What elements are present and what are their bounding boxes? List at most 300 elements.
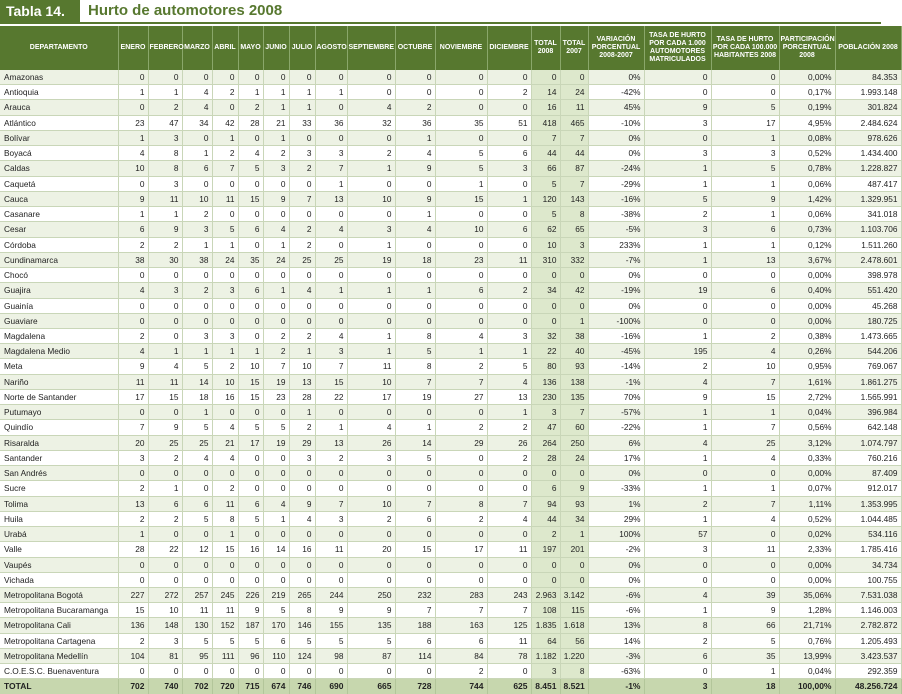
value-cell: 0: [182, 268, 212, 283]
value-cell: 51: [487, 115, 531, 130]
value-cell: 62: [531, 222, 560, 237]
value-cell: 0,76%: [779, 633, 835, 648]
value-cell: 2: [182, 207, 212, 222]
value-cell: 5: [238, 511, 263, 526]
table-row: [0, 557, 901, 572]
value-cell: 0: [347, 527, 395, 542]
value-cell: 4: [263, 222, 289, 237]
value-cell: 0,00%: [779, 466, 835, 481]
value-cell: 272: [148, 587, 182, 602]
value-cell: 1: [263, 511, 289, 526]
value-cell: 2: [118, 481, 148, 496]
value-cell: 0: [435, 85, 487, 100]
value-cell: 1: [711, 481, 779, 496]
value-cell: 17: [238, 435, 263, 450]
value-cell: 13: [711, 252, 779, 267]
value-cell: 2.484.624: [835, 115, 901, 130]
value-cell: 0: [435, 450, 487, 465]
value-cell: 3.423.537: [835, 648, 901, 663]
value-cell: 3: [711, 146, 779, 161]
value-cell: 84.353: [835, 70, 901, 85]
value-cell: 0,08%: [779, 130, 835, 145]
value-cell: 3: [289, 450, 315, 465]
value-cell: 42: [560, 283, 588, 298]
value-cell: 1: [347, 161, 395, 176]
value-cell: 7: [315, 161, 347, 176]
table-row: [0, 268, 901, 283]
value-cell: 0: [118, 557, 148, 572]
value-cell: 3: [487, 161, 531, 176]
value-cell: 3: [560, 237, 588, 252]
value-cell: 14: [182, 374, 212, 389]
value-cell: 24: [560, 450, 588, 465]
value-cell: 0: [644, 70, 711, 85]
value-cell: 7: [435, 374, 487, 389]
value-cell: 4: [263, 496, 289, 511]
value-cell: 93: [560, 496, 588, 511]
value-cell: 0: [487, 237, 531, 252]
value-cell: 0: [644, 130, 711, 145]
value-cell: 27: [435, 389, 487, 404]
value-cell: 5: [238, 420, 263, 435]
value-cell: 6: [711, 283, 779, 298]
value-cell: 1.329.951: [835, 191, 901, 206]
table-row: [0, 420, 901, 435]
value-cell: 0: [315, 466, 347, 481]
value-cell: 3: [289, 146, 315, 161]
value-cell: 24: [212, 252, 238, 267]
value-cell: 7: [711, 420, 779, 435]
value-cell: 0: [238, 466, 263, 481]
value-cell: 1: [118, 207, 148, 222]
value-cell: 0: [263, 450, 289, 465]
table-number: Tabla 14.: [0, 0, 80, 22]
column-header: DEPARTAMENTO: [0, 26, 118, 70]
value-cell: 23: [435, 252, 487, 267]
value-cell: 188: [395, 618, 435, 633]
value-cell: -100%: [588, 313, 644, 328]
value-cell: 0: [487, 466, 531, 481]
value-cell: 0: [435, 481, 487, 496]
value-cell: 1: [487, 344, 531, 359]
value-cell: 4: [212, 450, 238, 465]
table-row: [0, 466, 901, 481]
value-cell: 1.228.827: [835, 161, 901, 176]
value-cell: 0: [289, 207, 315, 222]
value-cell: 0: [644, 298, 711, 313]
value-cell: 1: [212, 527, 238, 542]
department-cell: Sucre: [0, 481, 118, 496]
value-cell: 9: [263, 191, 289, 206]
value-cell: 250: [347, 587, 395, 602]
value-cell: 2: [212, 359, 238, 374]
value-cell: 0: [347, 466, 395, 481]
value-cell: 0: [395, 481, 435, 496]
value-cell: 1: [395, 207, 435, 222]
value-cell: 0,56%: [779, 420, 835, 435]
column-header: TOTAL 2008: [531, 26, 560, 70]
value-cell: 1,11%: [779, 496, 835, 511]
department-cell: Caldas: [0, 161, 118, 176]
value-cell: 110: [263, 648, 289, 663]
department-cell: Santander: [0, 450, 118, 465]
value-cell: 5: [711, 633, 779, 648]
value-cell: 9: [347, 603, 395, 618]
value-cell: 180.725: [835, 313, 901, 328]
value-cell: -22%: [588, 420, 644, 435]
value-cell: 95: [182, 648, 212, 663]
value-cell: 0: [263, 313, 289, 328]
value-cell: 5: [182, 511, 212, 526]
value-cell: 17: [435, 542, 487, 557]
value-cell: 13%: [588, 618, 644, 633]
value-cell: 2: [118, 328, 148, 343]
value-cell: 4: [711, 511, 779, 526]
column-header: PARTICIPACIÓN PORCENTUAL 2008: [779, 26, 835, 70]
value-cell: 0: [711, 70, 779, 85]
value-cell: 1%: [588, 496, 644, 511]
value-cell: 4: [118, 283, 148, 298]
value-cell: 0: [347, 664, 395, 679]
value-cell: 10: [347, 496, 395, 511]
value-cell: 6: [263, 633, 289, 648]
value-cell: 4: [711, 450, 779, 465]
value-cell: 0: [212, 268, 238, 283]
value-cell: 244: [315, 587, 347, 602]
table-row: [0, 191, 901, 206]
value-cell: 1: [212, 130, 238, 145]
department-cell: Bolívar: [0, 130, 118, 145]
value-cell: 0: [238, 298, 263, 313]
value-cell: 0: [212, 70, 238, 85]
value-cell: 11: [315, 542, 347, 557]
value-cell: 4: [644, 435, 711, 450]
value-cell: 38: [118, 252, 148, 267]
value-cell: 136: [118, 618, 148, 633]
department-cell: Cundinamarca: [0, 252, 118, 267]
value-cell: 230: [531, 389, 560, 404]
value-cell: 6: [487, 222, 531, 237]
value-cell: 2: [435, 420, 487, 435]
value-cell: 1: [347, 344, 395, 359]
value-cell: 28: [289, 389, 315, 404]
value-cell: 978.626: [835, 130, 901, 145]
value-cell: 292.359: [835, 664, 901, 679]
value-cell: 10: [212, 374, 238, 389]
value-cell: 14: [395, 435, 435, 450]
value-cell: 0,12%: [779, 237, 835, 252]
table-row: [0, 374, 901, 389]
value-cell: 1.220: [560, 648, 588, 663]
value-cell: 19: [263, 374, 289, 389]
value-cell: 11: [711, 542, 779, 557]
value-cell: 3: [148, 130, 182, 145]
value-cell: 10: [182, 191, 212, 206]
value-cell: 2: [182, 283, 212, 298]
value-cell: 9: [118, 191, 148, 206]
value-cell: 0: [347, 557, 395, 572]
table-row: [0, 542, 901, 557]
value-cell: 115: [560, 603, 588, 618]
value-cell: 0: [435, 70, 487, 85]
value-cell: 0: [148, 70, 182, 85]
value-cell: 35: [238, 252, 263, 267]
value-cell: 3: [347, 222, 395, 237]
value-cell: 1: [315, 420, 347, 435]
value-cell: 1: [212, 344, 238, 359]
value-cell: 5: [435, 161, 487, 176]
value-cell: 3: [644, 115, 711, 130]
header-row: [0, 26, 901, 70]
value-cell: 6: [148, 496, 182, 511]
value-cell: 7: [435, 603, 487, 618]
total-label: TOTAL: [0, 679, 118, 694]
value-cell: 0: [347, 405, 395, 420]
department-cell: Risaralda: [0, 435, 118, 450]
department-cell: Caquetá: [0, 176, 118, 191]
value-cell: 0: [711, 466, 779, 481]
value-cell: 0: [289, 313, 315, 328]
value-cell: 0: [395, 298, 435, 313]
value-cell: 1: [182, 146, 212, 161]
department-cell: Atlántico: [0, 115, 118, 130]
value-cell: 6: [395, 633, 435, 648]
value-cell: 15: [315, 374, 347, 389]
value-cell: 0: [711, 313, 779, 328]
value-cell: 0: [148, 664, 182, 679]
value-cell: 9: [148, 420, 182, 435]
value-cell: 120: [531, 191, 560, 206]
value-cell: 2.478.601: [835, 252, 901, 267]
value-cell: 265: [289, 587, 315, 602]
value-cell: 9: [395, 191, 435, 206]
value-cell: -16%: [588, 191, 644, 206]
value-cell: 11: [148, 374, 182, 389]
value-cell: 0,00%: [779, 557, 835, 572]
table-row: [0, 603, 901, 618]
value-cell: 26: [347, 435, 395, 450]
value-cell: 4: [118, 344, 148, 359]
value-cell: -42%: [588, 85, 644, 100]
value-cell: 0: [182, 298, 212, 313]
value-cell: 0: [487, 298, 531, 313]
value-cell: 1: [315, 176, 347, 191]
value-cell: 7: [263, 359, 289, 374]
value-cell: 0,04%: [779, 405, 835, 420]
value-cell: 2: [435, 664, 487, 679]
value-cell: 12: [182, 542, 212, 557]
column-header: JUNIO: [263, 26, 289, 70]
value-cell: 1: [212, 237, 238, 252]
value-cell: 0: [531, 268, 560, 283]
value-cell: 1: [644, 328, 711, 343]
value-cell: 4: [182, 100, 212, 115]
value-cell: 3,12%: [779, 435, 835, 450]
value-cell: 7: [711, 374, 779, 389]
value-cell: 9: [148, 222, 182, 237]
table-title: Hurto de automotores 2008: [88, 2, 283, 19]
value-cell: 1: [118, 85, 148, 100]
department-cell: Amazonas: [0, 70, 118, 85]
value-cell: 34: [182, 115, 212, 130]
value-cell: 10: [435, 222, 487, 237]
value-cell: 7: [560, 176, 588, 191]
table-row: [0, 283, 901, 298]
total-cell: 48.256.724: [835, 679, 901, 694]
value-cell: 2: [118, 633, 148, 648]
value-cell: 0: [182, 664, 212, 679]
value-cell: 7: [118, 420, 148, 435]
value-cell: 0: [118, 466, 148, 481]
value-cell: 2: [289, 237, 315, 252]
value-cell: 2: [435, 359, 487, 374]
value-cell: 17: [347, 389, 395, 404]
value-cell: 912.017: [835, 481, 901, 496]
table-row: [0, 450, 901, 465]
value-cell: 551.420: [835, 283, 901, 298]
value-cell: 17%: [588, 450, 644, 465]
value-cell: 1: [238, 344, 263, 359]
value-cell: 0: [212, 207, 238, 222]
value-cell: 8: [148, 161, 182, 176]
value-cell: 93: [560, 359, 588, 374]
value-cell: 3: [148, 176, 182, 191]
value-cell: 0: [182, 70, 212, 85]
table-row: [0, 161, 901, 176]
value-cell: 0: [182, 572, 212, 587]
value-cell: 0: [487, 572, 531, 587]
value-cell: 8: [560, 664, 588, 679]
value-cell: 0: [347, 313, 395, 328]
value-cell: 5: [289, 633, 315, 648]
total-cell: 3: [644, 679, 711, 694]
value-cell: 14: [531, 85, 560, 100]
value-cell: 1: [315, 283, 347, 298]
value-cell: 5: [435, 146, 487, 161]
value-cell: 5: [487, 359, 531, 374]
department-cell: Chocó: [0, 268, 118, 283]
department-cell: Metropolitana Bucaramanga: [0, 603, 118, 618]
column-header: TASA DE HURTO POR CADA 1.000 AUTOMOTORES MATRICULADOS: [644, 26, 711, 70]
value-cell: 1: [289, 100, 315, 115]
value-cell: 1: [395, 130, 435, 145]
value-cell: 0: [560, 268, 588, 283]
total-cell: 674: [263, 679, 289, 694]
table-row: [0, 115, 901, 130]
value-cell: 0: [212, 664, 238, 679]
value-cell: 1.074.797: [835, 435, 901, 450]
value-cell: 96: [238, 648, 263, 663]
value-cell: 1: [118, 527, 148, 542]
value-cell: 11: [560, 100, 588, 115]
value-cell: 15: [238, 374, 263, 389]
value-cell: 24: [263, 252, 289, 267]
value-cell: 0,95%: [779, 359, 835, 374]
department-cell: Guaviare: [0, 313, 118, 328]
value-cell: 1: [487, 405, 531, 420]
value-cell: 7: [315, 359, 347, 374]
value-cell: 2,33%: [779, 542, 835, 557]
table-row: [0, 618, 901, 633]
value-cell: 2: [118, 237, 148, 252]
department-cell: Antioquia: [0, 85, 118, 100]
value-cell: 1.618: [560, 618, 588, 633]
value-cell: 7: [315, 496, 347, 511]
value-cell: 301.824: [835, 100, 901, 115]
value-cell: 80: [531, 359, 560, 374]
value-cell: 2: [212, 481, 238, 496]
value-cell: 70%: [588, 389, 644, 404]
value-cell: -63%: [588, 664, 644, 679]
value-cell: 108: [531, 603, 560, 618]
value-cell: 11: [182, 603, 212, 618]
value-cell: 2,72%: [779, 389, 835, 404]
value-cell: 20: [118, 435, 148, 450]
value-cell: 0: [347, 130, 395, 145]
value-cell: 0: [212, 298, 238, 313]
value-cell: 28: [118, 542, 148, 557]
value-cell: 0: [347, 572, 395, 587]
value-cell: 7: [487, 603, 531, 618]
department-cell: Casanare: [0, 207, 118, 222]
value-cell: 6%: [588, 435, 644, 450]
value-cell: 0: [531, 298, 560, 313]
value-cell: 0,00%: [779, 298, 835, 313]
value-cell: 2: [644, 359, 711, 374]
value-cell: 9: [644, 100, 711, 115]
value-cell: 1: [644, 450, 711, 465]
value-cell: 25: [148, 435, 182, 450]
value-cell: 2: [289, 222, 315, 237]
value-cell: 0: [644, 313, 711, 328]
table-row: [0, 496, 901, 511]
value-cell: 60: [560, 420, 588, 435]
value-cell: 45%: [588, 100, 644, 115]
value-cell: 0: [711, 298, 779, 313]
value-cell: 0: [118, 572, 148, 587]
value-cell: 9: [711, 603, 779, 618]
value-cell: 25: [315, 252, 347, 267]
value-cell: 1: [263, 237, 289, 252]
value-cell: 1: [263, 100, 289, 115]
value-cell: 0: [118, 70, 148, 85]
value-cell: 9: [711, 191, 779, 206]
value-cell: 0: [212, 313, 238, 328]
value-cell: 1: [711, 176, 779, 191]
value-cell: 0: [118, 405, 148, 420]
value-cell: 11: [212, 191, 238, 206]
value-cell: 0: [238, 405, 263, 420]
value-cell: 78: [487, 648, 531, 663]
value-cell: 148: [148, 618, 182, 633]
value-cell: 39: [711, 587, 779, 602]
table-row: [0, 389, 901, 404]
value-cell: -6%: [588, 587, 644, 602]
value-cell: 0: [560, 466, 588, 481]
total-cell: 715: [238, 679, 263, 694]
value-cell: 534.116: [835, 527, 901, 542]
value-cell: 2: [347, 146, 395, 161]
value-cell: 87: [560, 161, 588, 176]
value-cell: 13: [118, 496, 148, 511]
value-cell: 9: [289, 496, 315, 511]
value-cell: 1: [711, 207, 779, 222]
value-cell: 0: [238, 130, 263, 145]
value-cell: 3: [644, 222, 711, 237]
value-cell: 13: [315, 435, 347, 450]
title-rule: [0, 22, 881, 24]
total-cell: 702: [118, 679, 148, 694]
